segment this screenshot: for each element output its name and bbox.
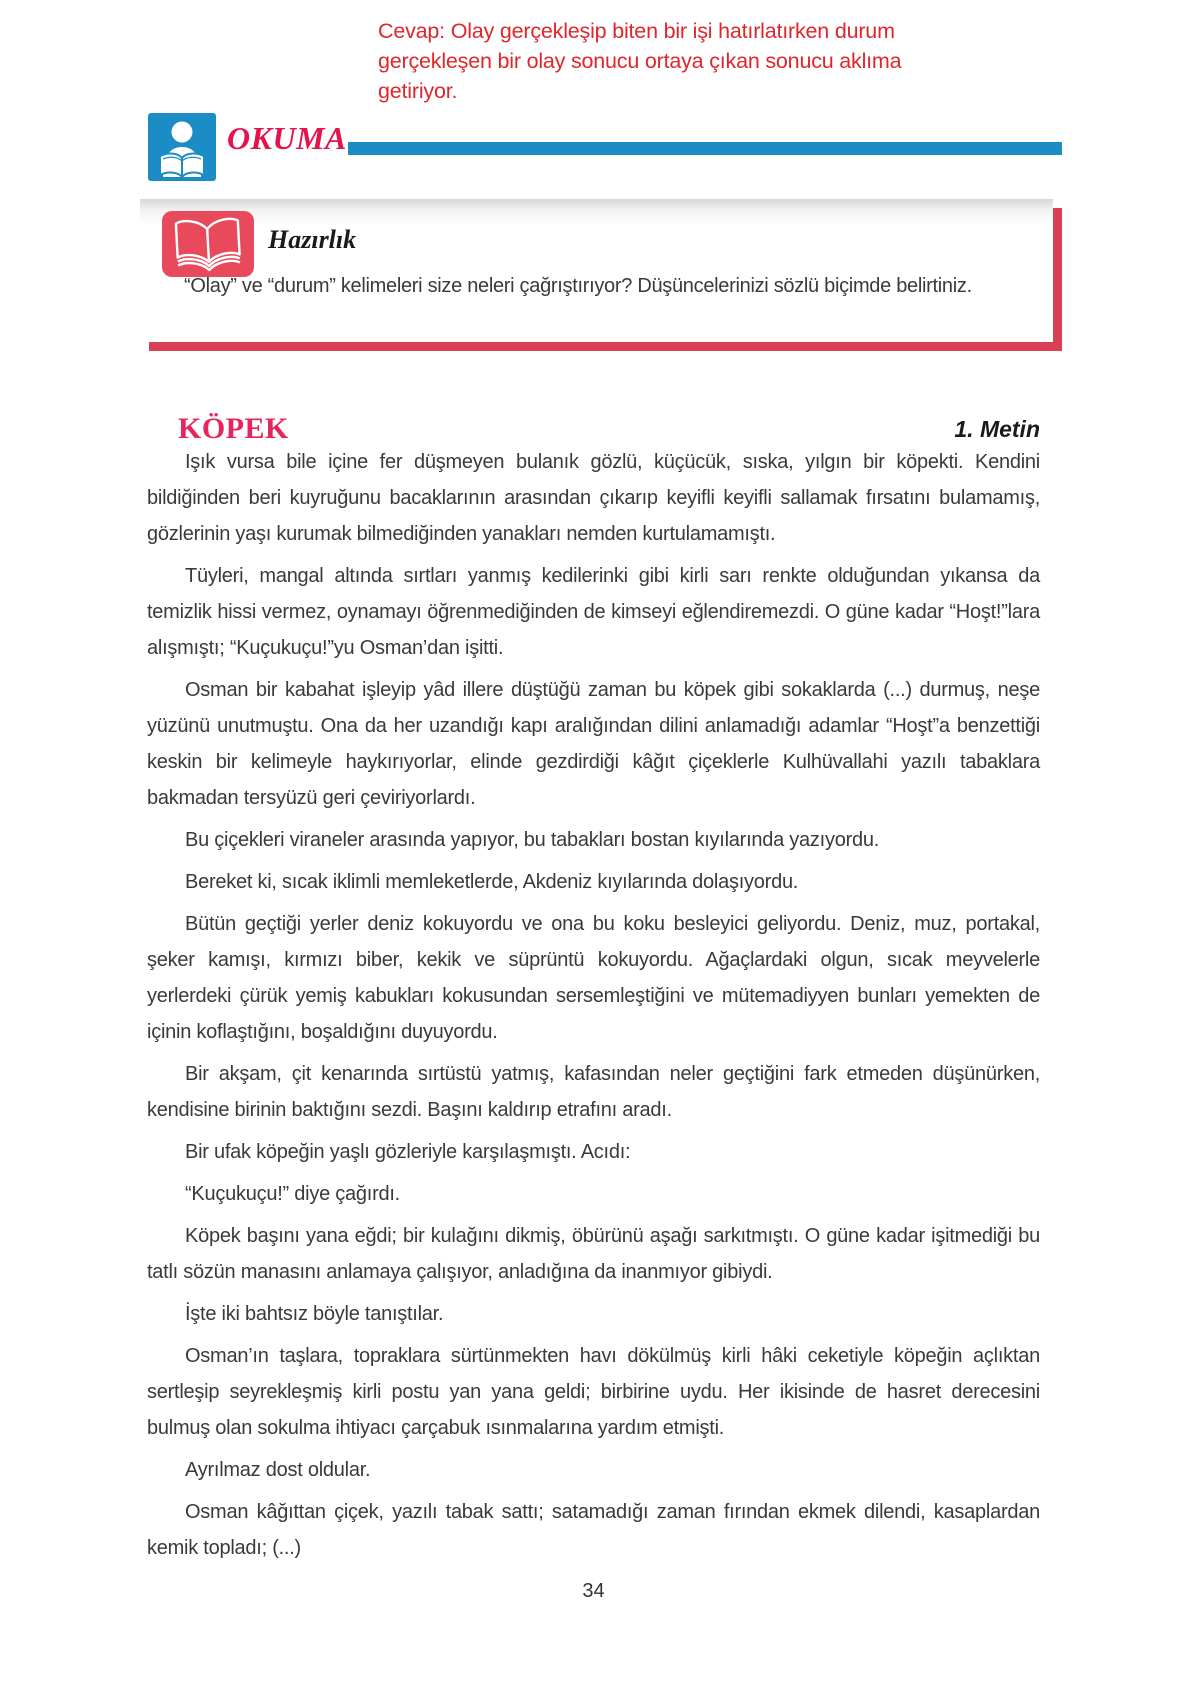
reading-paragraph: Tüyleri, mangal altında sırtları yanmış kedilerinki gibi kirli sarı renkte olduğundan yıkansa da temizlik hissi vermez, oynamayı öğrenmediğinden de kimseyi eğlendiremezdi. O güne kadar “Hoşt!”lara alışmıştı; “Kuçukuçu!”yu Osman’dan işitti. — [147, 565, 1040, 659]
reading-body — [147, 444, 1040, 1572]
text-number-label: 1. Metin — [954, 416, 1040, 442]
reading-paragraph: Osman kâğıttan çiçek, yazılı tabak sattı; satamadığı zaman fırından ekmek dilendi, kasaplardan kemik topladı; (...) — [147, 1501, 1040, 1559]
section-title: OKUMA — [227, 120, 347, 156]
open-book-icon — [162, 211, 254, 277]
reading-paragraph: Bir akşam, çit kenarında sırtüstü yatmış, kafasından neler geçtiğini fark etmeden düşünürken, kendisine birinin baktığını sezdi. Başını kaldırıp etrafını aradı. — [147, 1063, 1040, 1121]
reading-paragraph: Köpek başını yana eğdi; bir kulağını dikmiş, öbürünü aşağı sarkıtmıştı. O güne kadar işitmediği bu tatlı sözün manasını anlamaya çalışıyor, anladığına da inanmıyor gibiydi. — [147, 1225, 1040, 1283]
reading-paragraph: Ayrılmaz dost oldular. — [185, 1459, 371, 1481]
page-number: 34 — [582, 1580, 605, 1602]
reading-title: KÖPEK — [178, 412, 289, 445]
reading-paragraph: Osman bir kabahat işleyip yâd illere düştüğü zaman bu köpek gibi sokaklarda (...) durmuş, neşe yüzünü unutmuştu. Ona da her uzandığı kapı aralığından dilini anlamadığı adamlar “Hoşt”a benzettiği keskin bir kelimeyle haykırıyorlar, elinde gezdirdiği kâğıt çiçeklerle Kulhüvallahi yazılı tabaklara bakmadan tersyüzü geri çeviriyorlardı. — [147, 679, 1040, 809]
reading-paragraph: “Kuçukuçu!” diye çağırdı. — [185, 1183, 400, 1205]
reading-paragraph: Bu çiçekleri viraneler arasında yapıyor, bu tabakları bostan kıyılarında yazıyordu. — [185, 829, 880, 851]
reading-paragraph: Osman’ın taşlara, topraklara sürtünmekten havı dökülmüş kirli hâki ceketiyle köpeğin açlıktan sertleşip seyrekleşmiş kirli postu yan yana geldi; birbirine uydu. Her ikisinde de hasret derecesini bulmuş olan sokulma ihtiyacı çarçabuk ısınmalarına yardım etmişti. — [147, 1345, 1040, 1439]
reading-paragraph: Işık vursa bile içine fer düşmeyen bulanık gözlü, küçücük, sıska, yılgın bir köpekti. Kendini bildiğinden beri kuyruğunu bacaklarının arasından çıkarıp keyifli keyifli sallamak fırsatını bulamamış, gözlerinin yaşı kurumak bilmediğinden yanakları nemden kurtulamamıştı. — [147, 451, 1040, 545]
preparation-box — [140, 199, 1053, 342]
person-reading-icon — [148, 113, 216, 181]
prep-box-title: Hazırlık — [268, 225, 357, 254]
reading-paragraph: Bereket ki, sıcak iklimli memleketlerde, Akdeniz kıyılarında dolaşıyordu. — [185, 871, 799, 893]
reading-paragraph: Bütün geçtiği yerler deniz kokuyordu ve ona bu koku besleyici geliyordu. Deniz, muz, portakal, şeker kamışı, kırmızı biber, kekik ve süprüntü kokuyordu. Ağaçlardaki olgun, sıcak meyvelerle yerlerdeki çürük yemiş kabukları kokusundan sersemleştiğini ve mütemadiyyen bunları yemekten de içinin koflaştığını, boşaldığını duyuyordu. — [147, 913, 1040, 1043]
prep-box-question: “Olay” ve “durum” kelimeleri size neleri çağrıştırıyor? Düşüncelerinizi sözlü biçimde belirtiniz. — [184, 275, 972, 297]
reading-paragraph: İşte iki bahtsız böyle tanıştılar. — [185, 1303, 444, 1325]
section-divider-bar — [348, 142, 1062, 155]
reading-paragraph: Bir ufak köpeğin yaşlı gözleriyle karşılaşmıştı. Acıdı: — [185, 1141, 631, 1163]
answer-note: Cevap: Olay gerçekleşip biten bir işi hatırlatırken durum gerçekleşen bir olay sonucu ortaya çıkan sonucu aklıma getiriyor. — [378, 19, 902, 103]
